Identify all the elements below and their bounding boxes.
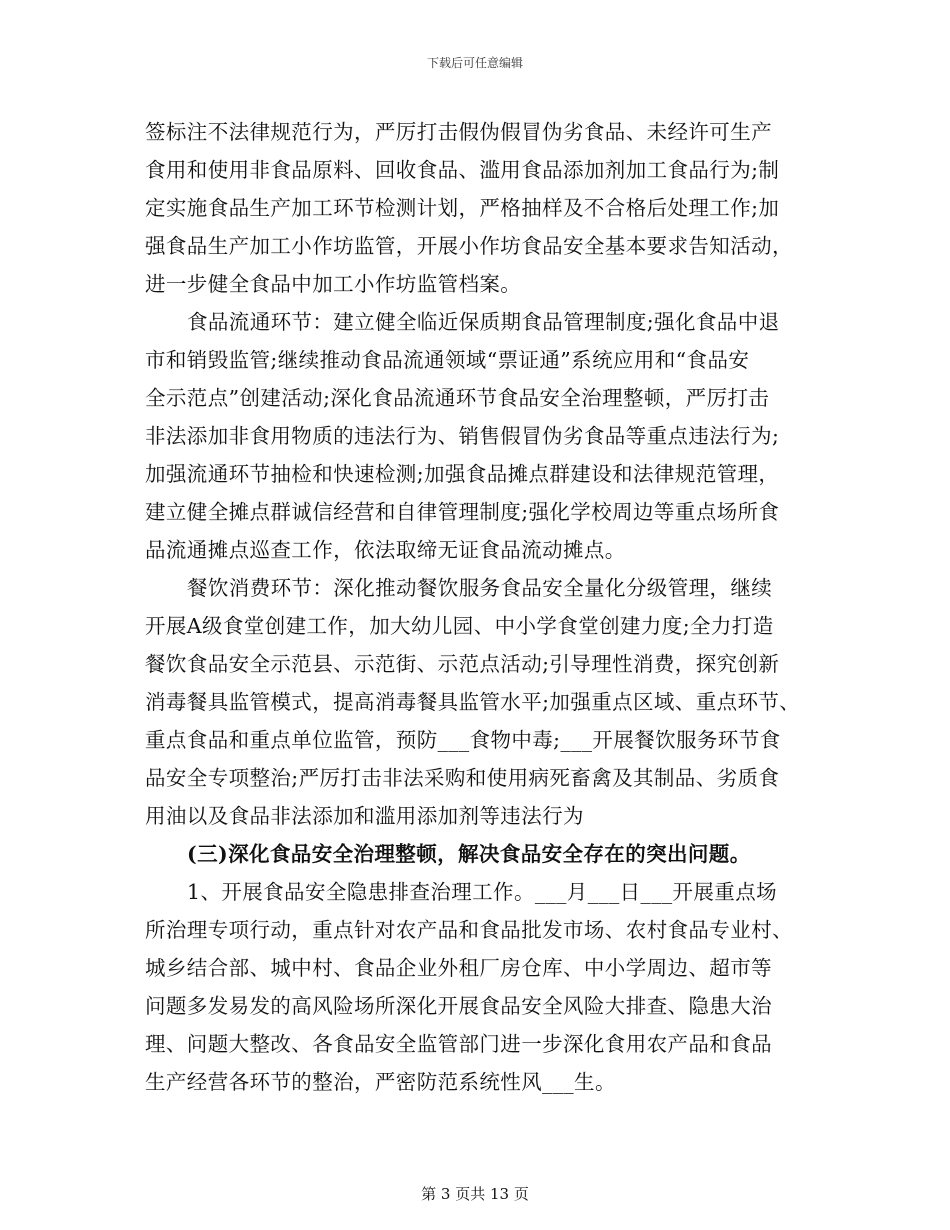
paragraph-line: 城乡结合部、城中村、食品企业外租厂房仓库、中小学周边、超市等: [145, 956, 772, 980]
paragraph-line: 理、问题大整改、各食品安全监管部门进一步深化食用农产品和食品: [145, 1032, 772, 1056]
paragraph-line: 开展A级食堂创建工作，加大幼儿园、中小学食堂创建力度;全力打造: [145, 614, 774, 638]
paragraph-line: 品流通摊点巡查工作，依法取缔无证食品流动摊点。: [145, 538, 626, 562]
paragraph-line: 市和销毁监管;继续推动食品流通领域“票证通”系统应用和“食品安: [145, 348, 750, 372]
page-number: 第 3 页共 13 页: [421, 1185, 529, 1203]
paragraph-line: 进一步健全食品中加工小作坊监管档案。: [145, 272, 522, 296]
paragraph-line: 强食品生产加工小作坊监管，开展小作坊食品安全基本要求告知活动，: [145, 234, 793, 258]
paragraph-line: 品安全专项整治;严厉打击非法采购和使用病死畜禽及其制品、劣质食: [145, 766, 780, 790]
paragraph-line: 食品流通环节：建立健全临近保质期食品管理制度;强化食品中退: [187, 310, 780, 334]
paragraph-line: 生产经营各环节的整治，严密防范系统性风___生。: [145, 1070, 616, 1094]
page-header-note: 下载后可任意编辑: [426, 56, 523, 70]
paragraph-line: 全示范点”创建活动;深化食品流通环节食品安全治理整顿，严厉打击: [145, 386, 770, 410]
paragraph-line: 食用和使用非食品原料、回收食品、滥用食品添加剂加工食品行为;制: [145, 158, 780, 182]
section-heading: (三)深化食品安全治理整顿，解决食品安全存在的突出问题。: [187, 842, 751, 866]
paragraph-line: 问题多发易发的高风险场所深化开展食品安全风险大排查、隐患大治: [145, 994, 772, 1018]
paragraph-line: 餐饮食品安全示范县、示范街、示范点活动;引导理性消费，探究创新: [145, 652, 780, 676]
paragraph-line: 1、开展食品安全隐患排查治理工作。___月___日___开展重点场: [187, 880, 777, 904]
paragraph-line: 所治理专项行动，重点针对农产品和食品批发市场、农村食品专业村、: [145, 918, 793, 942]
document-body: [145, 113, 815, 1101]
paragraph-line: 餐饮消费环节：深化推动餐饮服务食品安全量化分级管理，继续: [187, 576, 773, 600]
paragraph-line: 建立健全摊点群诚信经营和自律管理制度;强化学校周边等重点场所食: [145, 500, 780, 524]
paragraph-line: 定实施食品生产加工环节检测计划，严格抽样及不合格后处理工作;加: [145, 196, 780, 220]
paragraph-line: 重点食品和重点单位监管，预防___食物中毒;___开展餐饮服务环节食: [145, 728, 781, 752]
paragraph-line: 签标注不法律规范行为，严厉打击假伪假冒伪劣食品、未经许可生产: [145, 120, 772, 144]
paragraph-line: 消毒餐具监管模式，提高消毒餐具监管水平;加强重点区域、重点环节、: [145, 690, 801, 714]
paragraph-line: 加强流通环节抽检和快速检测;加强食品摊点群建设和法律规范管理，: [145, 462, 780, 486]
paragraph-line: 用油以及食品非法添加和滥用添加剂等违法行为: [145, 804, 584, 828]
paragraph-line: 非法添加非食用物质的违法行为、销售假冒伪劣食品等重点违法行为;: [145, 424, 780, 448]
